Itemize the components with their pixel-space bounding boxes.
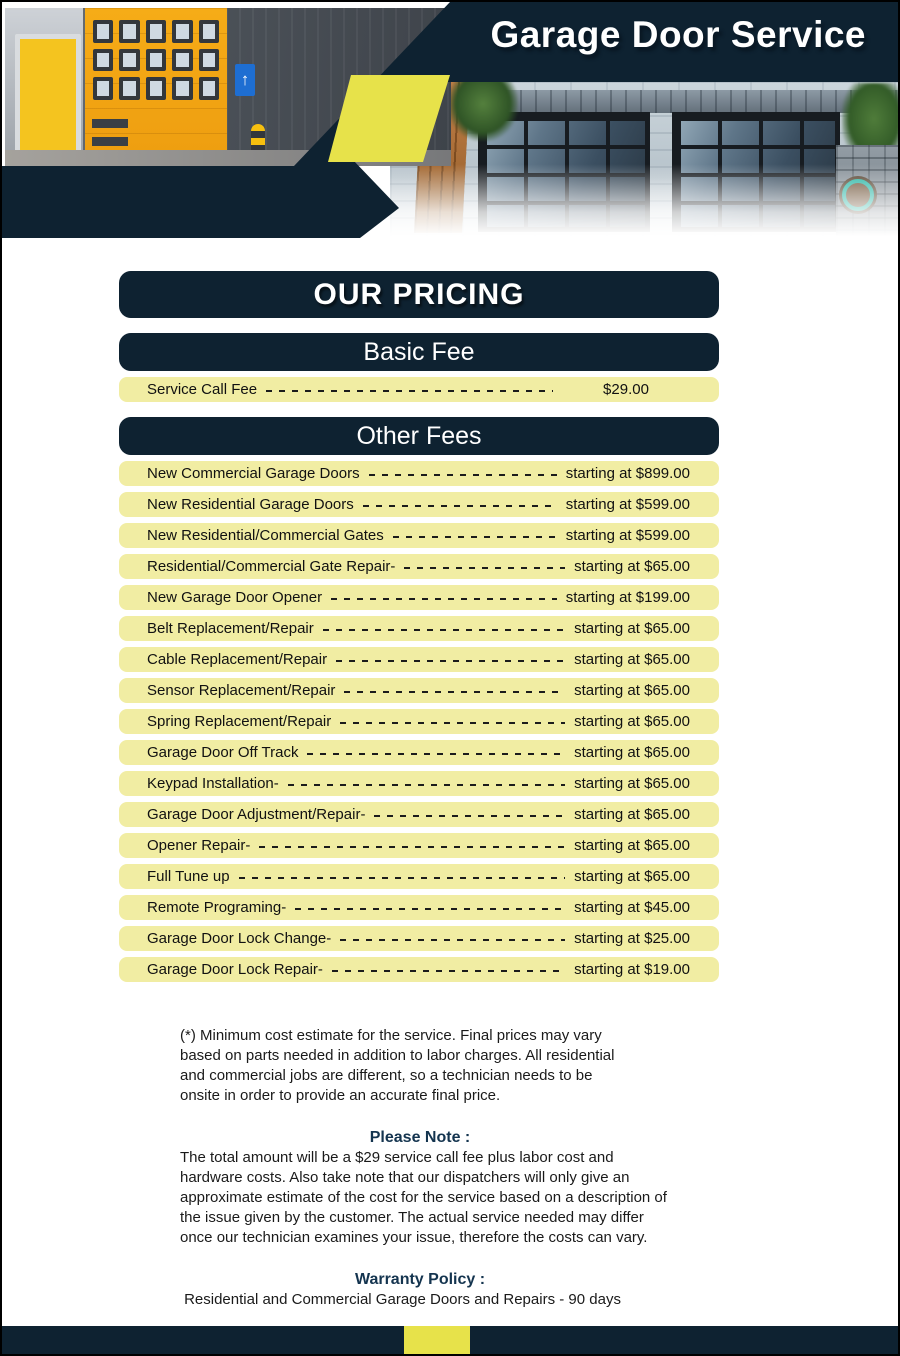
door-vent: [92, 119, 128, 128]
dash-leader: [239, 877, 566, 879]
up-arrow-icon: ↑: [240, 70, 250, 89]
disclaimer-text: (*) Minimum cost estimate for the service. Final prices may vary based on parts needed in addition to labor charges. All residential and commercial jobs are different, so a technician needs to be onsite in order to provide an accurate final price.: [180, 1027, 615, 1104]
fee-price: starting at $65.00: [574, 837, 690, 854]
dash-leader: [340, 722, 565, 724]
fee-price: $29.00: [603, 381, 649, 398]
dash-leader: [363, 505, 557, 507]
notes-section: [180, 1026, 898, 1310]
fee-row: [119, 492, 719, 517]
fee-price: starting at $65.00: [574, 744, 690, 761]
fee-row: [119, 461, 719, 486]
fee-price: starting at $65.00: [574, 775, 690, 792]
fee-label: Cable Replacement/Repair: [147, 651, 328, 668]
door-window-pane: [119, 49, 139, 72]
dash-leader: [266, 390, 553, 392]
fee-price: starting at $19.00: [574, 961, 690, 978]
dash-leader: [369, 474, 557, 476]
fee-price: starting at $65.00: [574, 713, 690, 730]
door-window-pane: [172, 77, 192, 100]
fee-row: [119, 523, 719, 548]
fee-label: Spring Replacement/Repair: [147, 713, 332, 730]
up-arrow-sign: [235, 64, 255, 96]
fee-row: [119, 585, 719, 610]
pricing-sections: [119, 333, 719, 982]
fee-row: [119, 709, 719, 734]
fee-label: Service Call Fee: [147, 381, 258, 398]
photo-fade-overlay: [390, 81, 898, 241]
hero-header: [2, 2, 898, 246]
section-banner: Basic Fee: [119, 333, 719, 371]
yellow-side-door: [15, 34, 81, 156]
dash-leader: [336, 660, 565, 662]
fee-price: starting at $65.00: [574, 620, 690, 637]
fee-label: Garage Door Adjustment/Repair-: [147, 806, 366, 823]
dash-leader: [288, 784, 565, 786]
fee-label: Full Tune up: [147, 868, 230, 885]
fee-price: starting at $65.00: [574, 651, 690, 668]
fee-row: [119, 833, 719, 858]
fee-rows: [119, 461, 719, 982]
door-window-pane: [146, 49, 166, 72]
fee-price: starting at $599.00: [565, 496, 690, 513]
warranty-title: Warranty Policy :: [354, 1271, 486, 1288]
pricing-title-banner: OUR PRICING: [119, 271, 719, 318]
fee-row: [119, 895, 719, 920]
pricing-section: [119, 271, 719, 982]
door-window-pane: [93, 77, 113, 100]
dash-leader: [393, 536, 557, 538]
fee-row: [119, 377, 719, 402]
fee-label: Remote Programing-: [147, 899, 287, 916]
page-title: Garage Door Service: [490, 14, 866, 55]
fee-price: starting at $65.00: [574, 558, 690, 575]
fee-row: [119, 647, 719, 672]
door-window-pane: [146, 20, 166, 43]
fee-price: starting at $899.00: [565, 465, 690, 482]
fee-row: [119, 864, 719, 889]
dash-leader: [295, 908, 565, 910]
door-window-pane: [172, 20, 192, 43]
fee-label: Garage Door Lock Repair-: [147, 961, 323, 978]
warranty-body: Residential and Commercial Garage Doors and Repairs - 90 days: [184, 1291, 621, 1308]
dash-leader: [344, 691, 565, 693]
section-banner: Other Fees: [119, 417, 719, 455]
fee-label: New Residential/Commercial Gates: [147, 527, 384, 544]
dash-leader: [323, 629, 565, 631]
fee-price: starting at $65.00: [574, 868, 690, 885]
door-windows: [93, 20, 219, 100]
fee-label: Opener Repair-: [147, 837, 251, 854]
fee-label: New Residential Garage Doors: [147, 496, 354, 513]
door-window-pane: [199, 77, 219, 100]
fee-label: Garage Door Lock Change-: [147, 930, 332, 947]
fee-rows: [119, 377, 719, 402]
dash-leader: [332, 970, 565, 972]
fee-label: Sensor Replacement/Repair: [147, 682, 336, 699]
door-window-pane: [93, 20, 113, 43]
fee-price: starting at $199.00: [565, 589, 690, 606]
dash-leader: [340, 939, 565, 941]
fee-label: New Garage Door Opener: [147, 589, 323, 606]
fee-label: New Commercial Garage Doors: [147, 465, 360, 482]
dash-leader: [259, 846, 565, 848]
please-note-title: Please Note :: [369, 1129, 471, 1146]
fee-label: Residential/Commercial Gate Repair-: [147, 558, 396, 575]
fee-row: [119, 802, 719, 827]
dash-leader: [374, 815, 565, 817]
fee-label: Garage Door Off Track: [147, 744, 299, 761]
door-window-pane: [199, 20, 219, 43]
bottom-accent-block: [404, 1326, 470, 1354]
fee-row: [119, 771, 719, 796]
door-window-pane: [199, 49, 219, 72]
fee-price: starting at $45.00: [574, 899, 690, 916]
fee-row: [119, 740, 719, 765]
dash-leader: [404, 567, 565, 569]
yellow-garage-door: [85, 8, 227, 158]
fee-price: starting at $25.00: [574, 930, 690, 947]
door-vent: [92, 137, 128, 146]
dash-leader: [307, 753, 565, 755]
door-window-pane: [119, 77, 139, 100]
door-window-pane: [172, 49, 192, 72]
fee-row: [119, 616, 719, 641]
dash-leader: [331, 598, 557, 600]
please-note-body: The total amount will be a $29 service call fee plus labor cost and hardware costs. Also take note that our dispatchers will only give an approximate estimate of the cost for the service based on a description of the issue given by the customer. The actual service needed may differ once our technician examines your issue, therefore the costs can vary.: [180, 1149, 667, 1246]
bottom-bar: [2, 1326, 898, 1354]
fee-label: Keypad Installation-: [147, 775, 279, 792]
fee-price: starting at $65.00: [574, 682, 690, 699]
fee-price: starting at $599.00: [565, 527, 690, 544]
fee-price: starting at $65.00: [574, 806, 690, 823]
fee-label: Belt Replacement/Repair: [147, 620, 314, 637]
fee-row: [119, 957, 719, 982]
fee-row: [119, 554, 719, 579]
fee-row: [119, 678, 719, 703]
fee-row: [119, 926, 719, 951]
residential-garage-photo: [390, 81, 898, 241]
door-window-pane: [93, 49, 113, 72]
door-window-pane: [119, 20, 139, 43]
door-window-pane: [146, 77, 166, 100]
